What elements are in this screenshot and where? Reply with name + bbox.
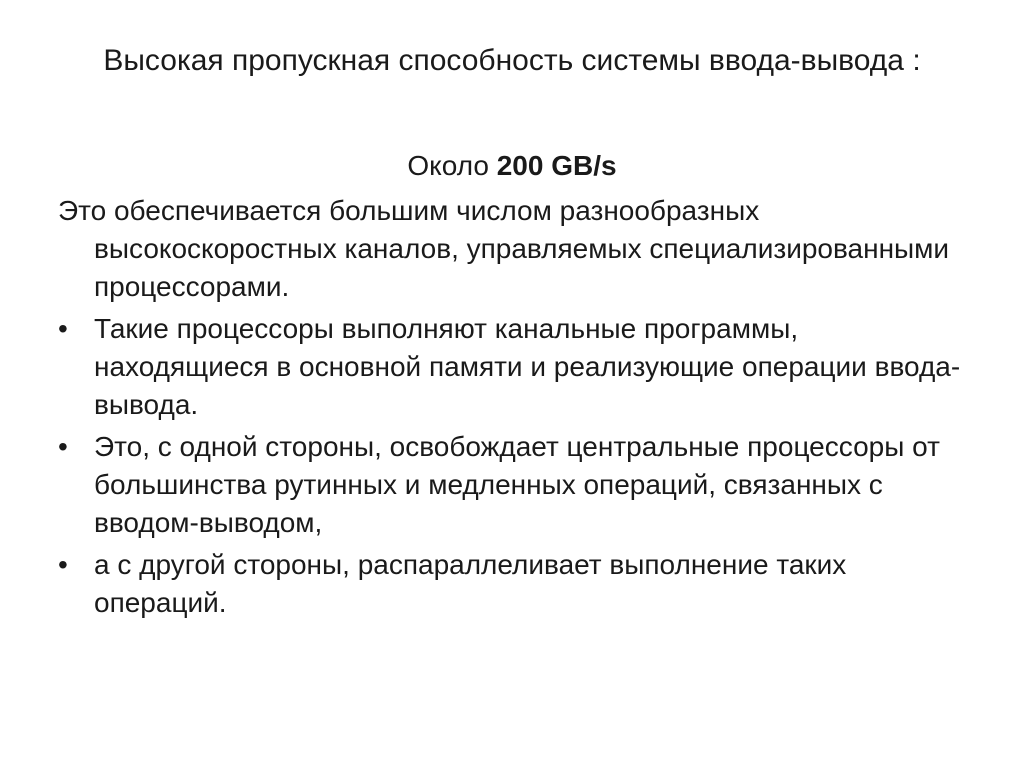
bullet-item	[58, 310, 978, 424]
throughput-line	[0, 148, 1024, 184]
bullet-text: Такие процессоры выполняют канальные программы, находящиеся в основной памяти и реализующие операции ввода-вывода.	[94, 313, 961, 420]
bullet-list	[58, 310, 978, 622]
intro-paragraph: Это обеспечивается большим числом разнообразных высокоскоростных каналов, управляемых специализированными процессорами.	[58, 195, 950, 302]
bullet-item	[58, 428, 978, 542]
slide-title: Высокая пропускная способность системы ввода-вывода :	[103, 44, 921, 77]
bullet-dot-icon: •	[58, 549, 68, 580]
bullet-item	[58, 546, 978, 622]
bullet-text: а с другой стороны, распараллеливает выполнение таких операций.	[94, 549, 847, 618]
bullet-dot-icon: •	[58, 431, 68, 462]
bullet-text: Это, с одной стороны, освобождает центральные процессоры от большинства рутинных и медленных операций, связанных с вводом-выводом,	[94, 431, 940, 538]
slide-body	[58, 192, 978, 622]
throughput-value: 200 GB/s	[496, 150, 617, 181]
throughput-prefix: Около	[407, 150, 497, 181]
bullet-dot-icon: •	[58, 313, 68, 344]
